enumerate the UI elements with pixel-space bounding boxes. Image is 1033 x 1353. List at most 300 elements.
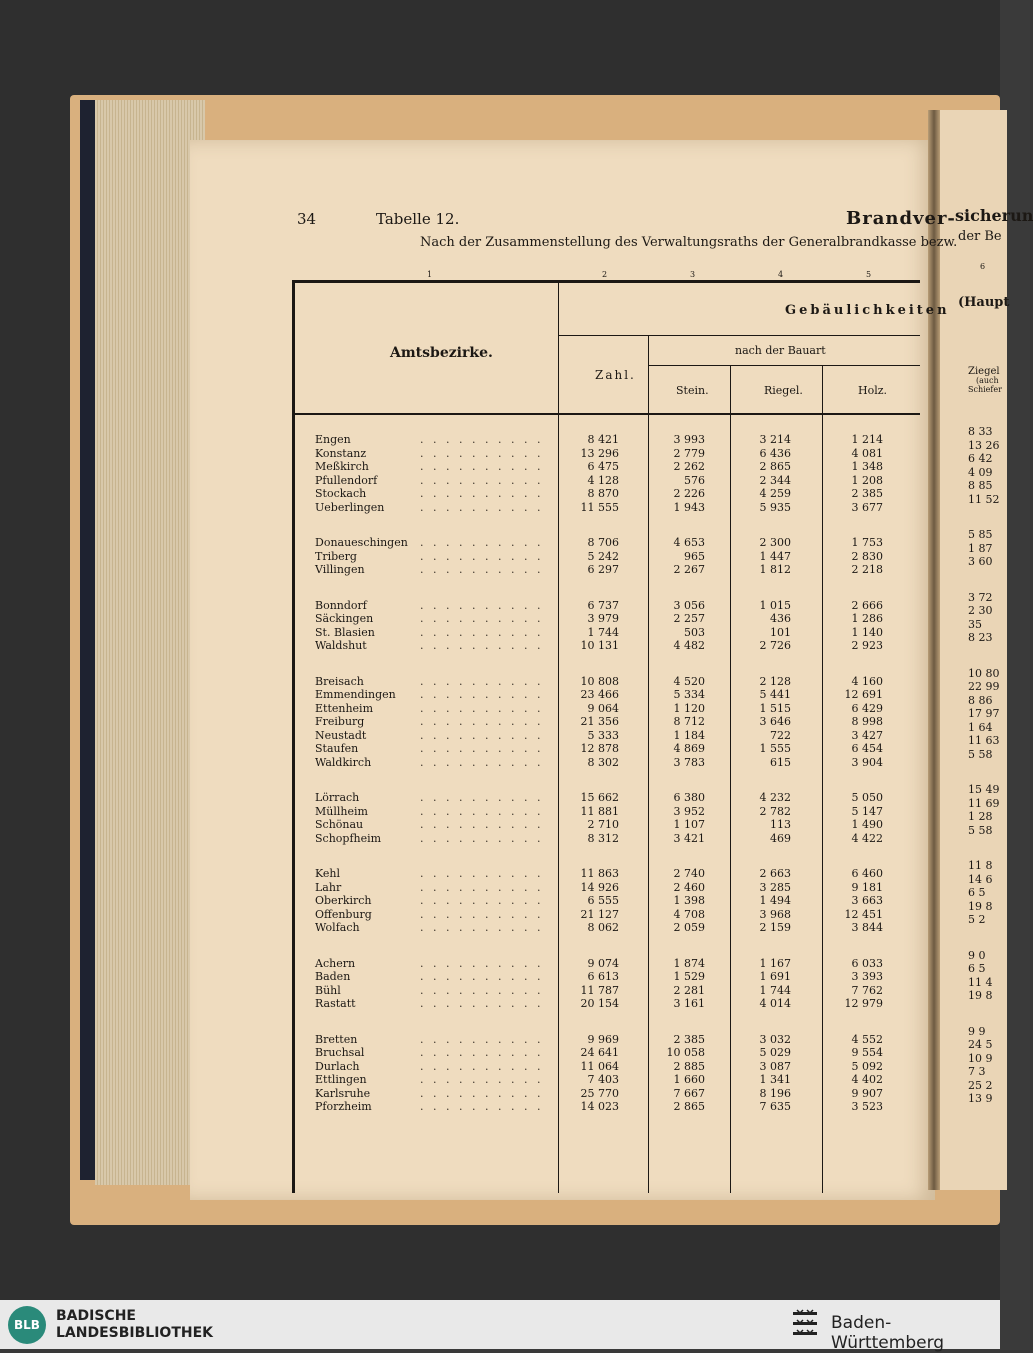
cell-zahl: 11 555 [580,501,619,514]
header-rule [648,365,920,366]
cell-riegel: 5 935 [759,501,791,514]
library-name[interactable] [56,1308,213,1342]
cell-zahl: 13 296 [580,447,619,460]
cell-holz: 4 081 [851,447,883,460]
cell-riegel: 3 968 [759,908,791,921]
district-name: Waldshut [315,639,367,652]
right-page-column-number: 6 [980,262,986,271]
leader-dots: . . . . . . . . . . [420,818,544,831]
leader-dots: . . . . . . . . . . [420,867,544,880]
district-name: Bühl [315,984,341,997]
leader-dots: . . . . . . . . . . [420,501,544,514]
right-page-value: 6 42 [968,452,993,465]
cell-zahl: 9 064 [587,702,619,715]
col-label-line: (auch [976,376,999,385]
column-number: 3 [690,270,696,279]
cell-stein: 2 059 [673,921,705,934]
leader-dots: . . . . . . . . . . [420,433,544,446]
right-page-value: 35 [968,618,982,631]
column-number: 5 [866,270,872,279]
leader-dots: . . . . . . . . . . [420,675,544,688]
cell-zahl: 11 787 [580,984,619,997]
library-name-line1: BADISCHE [56,1308,136,1324]
cell-stein: 576 [684,474,705,487]
leader-dots: . . . . . . . . . . [420,563,544,576]
cell-holz: 6 429 [851,702,883,715]
right-page-value: 2 30 [968,604,993,617]
district-name: Lörrach [315,791,360,804]
district-name: Konstanz [315,447,367,460]
cell-holz: 6 460 [851,867,883,880]
page-edges [95,100,205,1185]
cell-stein: 2 262 [673,460,705,473]
cell-holz: 3 677 [851,501,883,514]
cell-zahl: 8 062 [587,921,619,934]
district-name: Kehl [315,867,341,880]
cell-riegel: 2 782 [759,805,791,818]
district-name: Donaueschingen [315,536,408,549]
cell-zahl: 9 969 [587,1033,619,1046]
cell-zahl: 4 128 [587,474,619,487]
right-page-value: 9 9 [968,1025,986,1038]
right-page-value: 11 69 [968,797,1000,810]
cell-stein: 2 385 [673,1033,705,1046]
district-name: Emmendingen [315,688,396,701]
cell-holz: 5 092 [851,1060,883,1073]
right-page-value: 11 8 [968,859,993,872]
leader-dots: . . . . . . . . . . [420,702,544,715]
cell-riegel: 2 159 [759,921,791,934]
cell-stein: 1 398 [673,894,705,907]
right-page-value: 5 85 [968,528,993,541]
cell-holz: 1 490 [851,818,883,831]
cell-holz: 1 348 [851,460,883,473]
leader-dots: . . . . . . . . . . [420,805,544,818]
district-name: Neustadt [315,729,367,742]
leader-dots: . . . . . . . . . . [420,1087,544,1100]
district-name: Triberg [315,550,357,563]
header-stein: Stein. [676,384,709,397]
cell-stein: 2 865 [673,1100,705,1113]
leader-dots: . . . . . . . . . . [420,1046,544,1059]
leader-dots: . . . . . . . . . . [420,791,544,804]
cell-zahl: 2 710 [587,818,619,831]
cell-riegel: 1 812 [759,563,791,576]
cell-riegel: 3 032 [759,1033,791,1046]
table-title: Brandver- [846,208,956,229]
cell-holz: 3 663 [851,894,883,907]
cell-zahl: 7 403 [587,1073,619,1086]
cell-zahl: 11 881 [580,805,619,818]
cell-zahl: 11 863 [580,867,619,880]
cell-holz: 4 422 [851,832,883,845]
cell-holz: 2 385 [851,487,883,500]
cell-holz: 3 523 [851,1100,883,1113]
district-name: Freiburg [315,715,365,728]
cell-riegel: 1 167 [759,957,791,970]
leader-dots: . . . . . . . . . . [420,881,544,894]
cell-riegel: 2 663 [759,867,791,880]
cell-zahl: 23 466 [580,688,619,701]
cell-zahl: 6 475 [587,460,619,473]
cell-stein: 3 421 [673,832,705,845]
cell-stein: 3 993 [673,433,705,446]
cell-holz: 3 904 [851,756,883,769]
cell-riegel: 1 691 [759,970,791,983]
leader-dots: . . . . . . . . . . [420,729,544,742]
cell-riegel: 4 232 [759,791,791,804]
cell-holz: 4 402 [851,1073,883,1086]
cell-stein: 1 529 [673,970,705,983]
leader-dots: . . . . . . . . . . [420,447,544,460]
cell-stein: 1 184 [673,729,705,742]
table-subtitle: Nach der Zusammenstellung des Verwaltungsraths der Generalbrandkasse bezw. [420,235,958,250]
col-label-line: Schiefer [968,385,1002,394]
leader-dots: . . . . . . . . . . [420,908,544,921]
cell-riegel: 4 259 [759,487,791,500]
cell-stein: 6 380 [673,791,705,804]
cell-zahl: 20 154 [580,997,619,1010]
cell-stein: 10 058 [666,1046,705,1059]
cell-riegel: 5 441 [759,688,791,701]
cell-riegel: 1 494 [759,894,791,907]
cell-riegel: 3 214 [759,433,791,446]
cell-zahl: 11 064 [580,1060,619,1073]
cell-holz: 9 907 [851,1087,883,1100]
district-name: Karlsruhe [315,1087,371,1100]
cell-holz: 1 286 [851,612,883,625]
cell-riegel: 2 128 [759,675,791,688]
cell-holz: 3 393 [851,970,883,983]
cell-zahl: 6 737 [587,599,619,612]
cell-zahl: 8 421 [587,433,619,446]
cell-stein: 2 740 [673,867,705,880]
leader-dots: . . . . . . . . . . [420,1100,544,1113]
right-page-value: 5 2 [968,913,986,926]
district-name: Lahr [315,881,342,894]
right-page-value: 22 99 [968,680,1000,693]
district-name: Oberkirch [315,894,372,907]
cell-holz: 6 033 [851,957,883,970]
right-page-value: 1 87 [968,542,993,555]
cell-zahl: 12 878 [580,742,619,755]
cell-riegel: 8 196 [759,1087,791,1100]
cell-holz: 2 666 [851,599,883,612]
district-name: Schopfheim [315,832,382,845]
cell-riegel: 2 865 [759,460,791,473]
right-page-value: 11 63 [968,734,1000,747]
cell-stein: 8 712 [673,715,705,728]
leader-dots: . . . . . . . . . . [420,997,544,1010]
leader-dots: . . . . . . . . . . [420,639,544,652]
right-page-subheader: der Be [958,229,1002,244]
right-page-haupt: (Haupt [958,295,1010,310]
cell-holz: 2 218 [851,563,883,576]
cell-zahl: 24 641 [580,1046,619,1059]
right-page-value: 9 0 [968,949,986,962]
cell-stein: 1 874 [673,957,705,970]
leader-dots: . . . . . . . . . . [420,460,544,473]
right-page-value: 8 85 [968,479,993,492]
header-gebaeulichkeiten: Gebäulichkeiten [785,303,950,318]
district-name: Ettlingen [315,1073,367,1086]
column-number: 4 [778,270,784,279]
cell-zahl: 3 979 [587,612,619,625]
cell-holz: 2 923 [851,639,883,652]
cell-riegel: 5 029 [759,1046,791,1059]
right-page-value: 8 33 [968,425,993,438]
cell-holz: 12 979 [844,997,883,1010]
cell-riegel: 7 635 [759,1100,791,1113]
district-name: Waldkirch [315,756,372,769]
cell-stein: 4 869 [673,742,705,755]
cell-riegel: 1 447 [759,550,791,563]
right-page-value: 6 5 [968,886,986,899]
cell-stein: 4 482 [673,639,705,652]
cell-holz: 7 762 [851,984,883,997]
cell-stein: 2 257 [673,612,705,625]
right-page-value: 17 97 [968,707,1000,720]
cell-zahl: 10 131 [580,639,619,652]
cell-stein: 2 885 [673,1060,705,1073]
cell-riegel: 2 344 [759,474,791,487]
district-name: Säckingen [315,612,374,625]
right-page-value: 5 58 [968,824,993,837]
cell-riegel: 2 300 [759,536,791,549]
cell-zahl: 14 023 [580,1100,619,1113]
column-number: 1 [427,270,433,279]
district-name: Staufen [315,742,359,755]
right-page-value: 19 8 [968,900,993,913]
footer-bar [0,1300,1000,1353]
right-page-header: sicherun [955,206,1033,225]
cell-zahl: 8 302 [587,756,619,769]
header-riegel: Riegel. [764,384,803,397]
cell-holz: 5 050 [851,791,883,804]
cell-riegel: 2 726 [759,639,791,652]
cell-zahl: 8 706 [587,536,619,549]
right-page-value: 25 2 [968,1079,993,1092]
cell-riegel: 3 646 [759,715,791,728]
leader-dots: . . . . . . . . . . [420,957,544,970]
right-page-value: 3 72 [968,591,993,604]
cell-holz: 1 214 [851,433,883,446]
right-page-value: 10 80 [968,667,1000,680]
cell-zahl: 6 297 [587,563,619,576]
cell-zahl: 8 870 [587,487,619,500]
cell-riegel: 1 744 [759,984,791,997]
leader-dots: . . . . . . . . . . [420,688,544,701]
state-name[interactable]: Baden-Württemberg [831,1313,945,1353]
district-name: Breisach [315,675,364,688]
district-name: St. Blasien [315,626,375,639]
district-name: Bruchsal [315,1046,365,1059]
cell-stein: 3 056 [673,599,705,612]
leader-dots: . . . . . . . . . . [420,984,544,997]
district-name: Bonndorf [315,599,367,612]
table-label: Tabelle 12. [376,210,460,228]
leader-dots: . . . . . . . . . . [420,612,544,625]
cell-stein: 965 [684,550,705,563]
district-name: Ettenheim [315,702,374,715]
leader-dots: . . . . . . . . . . [420,756,544,769]
right-page-value: 13 9 [968,1092,993,1105]
cell-riegel: 3 087 [759,1060,791,1073]
leader-dots: . . . . . . . . . . [420,832,544,845]
cell-holz: 4 160 [851,675,883,688]
cell-riegel: 4 014 [759,997,791,1010]
cell-stein: 3 783 [673,756,705,769]
leader-dots: . . . . . . . . . . [420,715,544,728]
cell-zahl: 10 808 [580,675,619,688]
cell-zahl: 1 744 [587,626,619,639]
right-page-col-label [968,367,1002,394]
header-bottom-rule [295,413,920,415]
district-name: Meßkirch [315,460,369,473]
right-page-value: 11 52 [968,493,1000,506]
cell-zahl: 9 074 [587,957,619,970]
cell-zahl: 8 312 [587,832,619,845]
cell-zahl: 6 613 [587,970,619,983]
right-page-value: 8 86 [968,694,993,707]
leader-dots: . . . . . . . . . . [420,626,544,639]
column-number: 2 [602,270,608,279]
cell-holz: 9 181 [851,881,883,894]
right-page-value: 3 60 [968,555,993,568]
cell-stein: 3 952 [673,805,705,818]
cell-stein: 2 460 [673,881,705,894]
cell-zahl: 15 662 [580,791,619,804]
leader-dots: . . . . . . . . . . [420,1073,544,1086]
cell-riegel: 1 341 [759,1073,791,1086]
cell-stein: 4 708 [673,908,705,921]
blb-logo-icon[interactable]: BLB [8,1306,46,1344]
cell-holz: 3 427 [851,729,883,742]
district-name: Pforzheim [315,1100,372,1113]
right-page-value: 6 5 [968,962,986,975]
leader-dots: . . . . . . . . . . [420,1033,544,1046]
district-name: Bretten [315,1033,358,1046]
right-page-value: 15 49 [968,783,1000,796]
cell-holz: 6 454 [851,742,883,755]
leader-dots: . . . . . . . . . . [420,921,544,934]
cell-riegel: 615 [770,756,791,769]
cell-stein: 2 267 [673,563,705,576]
cell-holz: 4 552 [851,1033,883,1046]
cell-riegel: 3 285 [759,881,791,894]
cell-zahl: 6 555 [587,894,619,907]
cell-riegel: 722 [770,729,791,742]
cell-holz: 2 830 [851,550,883,563]
cell-holz: 1 753 [851,536,883,549]
cell-riegel: 436 [770,612,791,625]
leader-dots: . . . . . . . . . . [420,487,544,500]
right-page-value: 13 26 [968,439,1000,452]
cell-riegel: 1 515 [759,702,791,715]
right-page-value: 8 23 [968,631,993,644]
cell-stein: 1 943 [673,501,705,514]
cell-zahl: 5 242 [587,550,619,563]
district-name: Wolfach [315,921,360,934]
cell-holz: 8 998 [851,715,883,728]
cell-holz: 1 140 [851,626,883,639]
right-page-value: 4 09 [968,466,993,479]
cell-stein: 2 281 [673,984,705,997]
leader-dots: . . . . . . . . . . [420,474,544,487]
cell-zahl: 14 926 [580,881,619,894]
cell-stein: 7 667 [673,1087,705,1100]
district-name: Rastatt [315,997,356,1010]
leader-dots: . . . . . . . . . . [420,894,544,907]
right-page-value: 1 64 [968,721,993,734]
cell-zahl: 21 356 [580,715,619,728]
leader-dots: . . . . . . . . . . [420,1060,544,1073]
header-rule [558,335,920,336]
district-name: Engen [315,433,351,446]
cell-stein: 503 [684,626,705,639]
cell-riegel: 101 [770,626,791,639]
leader-dots: . . . . . . . . . . [420,536,544,549]
cell-stein: 2 779 [673,447,705,460]
stag-crest-icon [790,1306,820,1342]
cell-holz: 12 691 [844,688,883,701]
leader-dots: . . . . . . . . . . [420,550,544,563]
page-number: 34 [297,210,317,228]
page-gutter [928,110,940,1190]
cell-holz: 1 208 [851,474,883,487]
cell-stein: 5 334 [673,688,705,701]
cell-zahl: 25 770 [580,1087,619,1100]
header-zahl: Zahl. [595,368,636,382]
district-name: Müllheim [315,805,368,818]
cell-stein: 4 520 [673,675,705,688]
right-page-value: 24 5 [968,1038,993,1051]
right-page-value: 11 4 [968,976,993,989]
cell-holz: 3 844 [851,921,883,934]
right-page-value: 5 58 [968,748,993,761]
cell-riegel: 1 555 [759,742,791,755]
col-label-line: Ziegel [968,366,1000,377]
cell-stein: 1 107 [673,818,705,831]
cell-holz: 9 554 [851,1046,883,1059]
district-name: Offenburg [315,908,372,921]
cell-stein: 4 653 [673,536,705,549]
right-page-value: 19 8 [968,989,993,1002]
right-page-value: 14 6 [968,873,993,886]
district-name: Durlach [315,1060,360,1073]
district-name: Schönau [315,818,364,831]
right-page-value: 1 28 [968,810,993,823]
leader-dots: . . . . . . . . . . [420,970,544,983]
cell-riegel: 1 015 [759,599,791,612]
district-name: Villingen [315,563,365,576]
cell-riegel: 469 [770,832,791,845]
leader-dots: . . . . . . . . . . [420,599,544,612]
cell-holz: 5 147 [851,805,883,818]
cell-riegel: 113 [770,818,791,831]
cell-stein: 2 226 [673,487,705,500]
right-page-value: 7 3 [968,1065,986,1078]
cell-stein: 3 161 [673,997,705,1010]
header-amtsbezirke: Amtsbezirke. [390,345,493,361]
district-name: Ueberlingen [315,501,385,514]
district-name: Achern [315,957,356,970]
header-nach-bauart: nach der Bauart [735,344,826,357]
cell-zahl: 5 333 [587,729,619,742]
header-holz: Holz. [858,384,888,397]
district-name: Stockach [315,487,367,500]
cell-zahl: 21 127 [580,908,619,921]
